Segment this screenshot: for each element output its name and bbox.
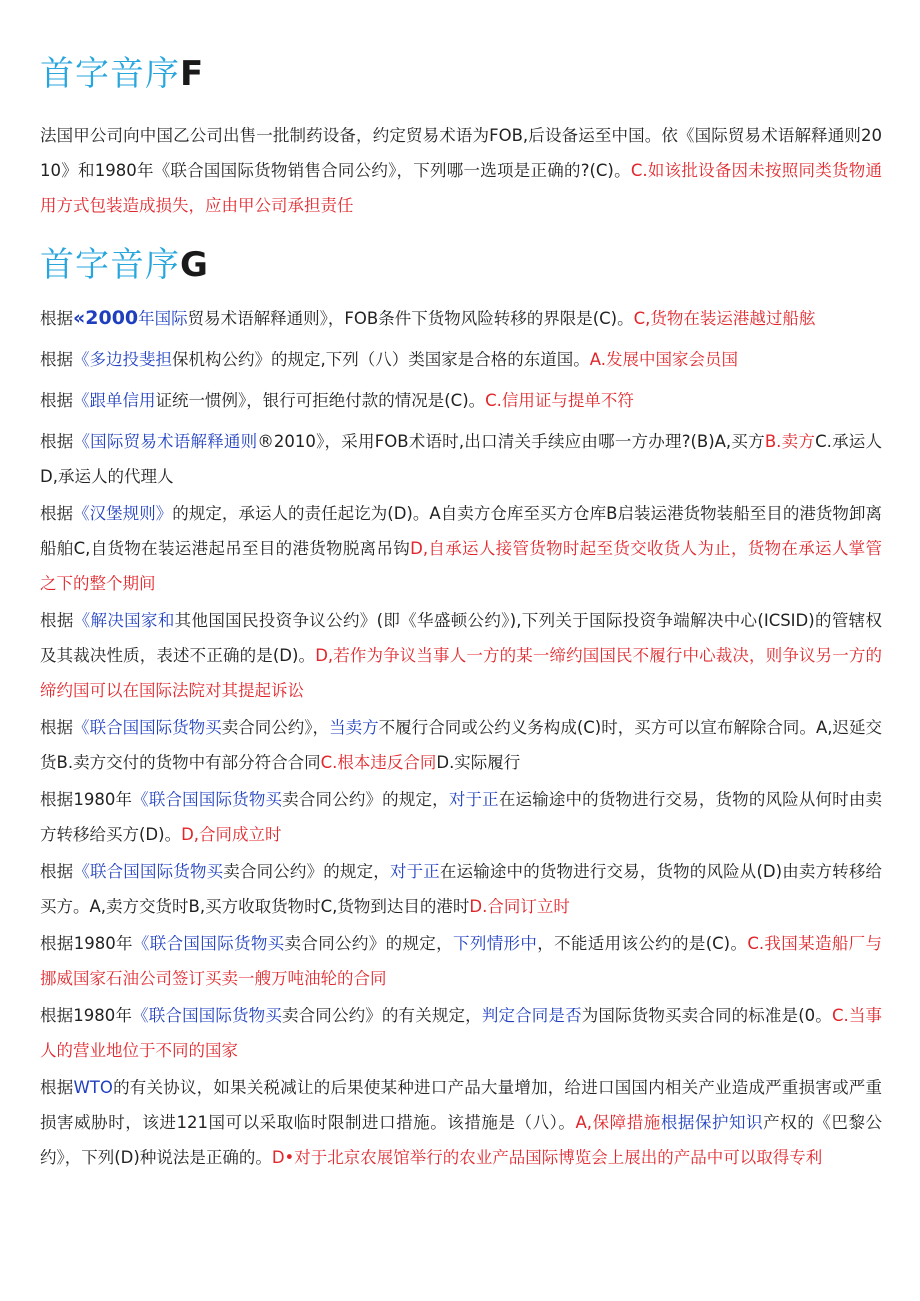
question-text: 产权的《巴黎公约》，下列(D)种说法是正确的。 [40,1113,883,1167]
highlight-text: 对于正 [389,862,440,881]
question-paragraph [40,424,882,494]
question-text: 根据 [40,718,74,737]
highlight-text: 根据保护知识 [660,1113,764,1132]
question-text: 为国际货物买卖合同的标准是(0。 [581,1006,832,1025]
highlight-text: 《联合国国际货物买 [73,718,222,737]
answer-text: D,自承运人接管货物时起至货交收货人为止，货物在承运人掌管之下的整个期间 [40,539,882,593]
highlight-text: 《联合国国际货物买 [132,1006,282,1025]
question-text: 根据 [40,862,74,881]
question-text: 根据1980年 [40,790,133,809]
question-paragraph [40,998,882,1068]
question-paragraph [40,782,882,852]
question-text: D.实际履行 [436,753,521,772]
question-text: 根据 [40,432,74,451]
heading-prefix: 首字音序 [40,54,180,94]
highlight-text: 《联合国国际货物买 [73,862,224,881]
heading-prefix: 首字音序 [40,245,180,285]
highlight-text: 《多边投斐担 [73,350,172,369]
question-text: 其他国国民投资争议公约》(即《华盛顿公约》),下列关于国际投资争端解决中心(ICSID)的管辖权及其裁决性质，表述不正确的是(D)。 [40,611,883,665]
answer-text: C.当事人的营业地位于不同的国家 [40,1006,883,1060]
answer-text: D.合同订立时 [469,897,570,916]
question-text: C.承运人D,承运人的代理人 [40,432,883,486]
question-text: 根据 [40,611,74,630]
highlight-text: 《跟单信用 [73,391,156,410]
section-heading-f [40,48,882,100]
answer-text: D•对于北京农展馆举行的农业产品国际博览会上展出的产品中可以取得专利 [271,1148,823,1167]
answer-text: B.卖方 [764,432,816,451]
highlight-text: 下列情形中 [453,934,538,953]
question-text: ，不能适用该公约的是(C)。 [537,934,748,953]
answer-text: A.发展中国家会员国 [589,350,738,369]
question-paragraph [40,1070,882,1175]
answer-text: C.信用证与提单不符 [485,391,634,410]
question-paragraph [40,496,882,601]
question-paragraph [40,926,882,996]
highlight-text: 《汉堡规则》 [73,504,173,523]
answer-text: C.我国某造船厂与挪威国家石油公司签订买卖一艘万吨油轮的合同 [40,934,883,988]
question-text: 根据 [40,504,74,523]
spacer [40,100,882,118]
highlight-text: 判定合同是否 [481,1006,582,1025]
question-text: 根据 [40,309,73,328]
highlight-text: 《联合国国际货物买 [132,934,285,953]
section-heading-g [40,239,882,291]
answer-text: D,若作为争议当事人一方的某一缔约国国民不履行中心裁决，则争议另一方的缔约国可以在国际法院对其提起诉讼 [40,646,882,700]
highlight-text: 当卖方 [329,718,379,737]
question-text: 的规定，承运人的责任起讫为(D)。A自卖方仓库至买方仓库B启装运港货物装船至目的港货物卸离船舶C,自货物在装运港起吊至目的港货物脱离吊钩 [40,504,883,558]
question-text: 根据1980年 [40,1006,133,1025]
highlight-text: 《联合国国际货物买 [132,790,283,809]
question-paragraph [40,301,882,336]
question-text: ®2010》，采用FOB术语时,出口清关手续应由哪一方办理?(B)A,买方 [257,432,765,451]
question-text: 根据 [40,350,73,369]
question-paragraph [40,383,882,418]
answer-text: A,保障措施 [575,1113,661,1132]
question-text: 根据1980年 [40,934,133,953]
question-paragraph [40,118,882,223]
question-paragraph [40,342,882,377]
question-text: 卖合同公约》的有关规定， [281,1006,482,1025]
heading-letter: F [180,54,205,94]
answer-text: D,合同成立时 [181,825,282,844]
answer-text: C,货物在装运港越过船舷 [633,309,816,328]
highlight-text: 对于正 [448,790,499,809]
question-text: 根据 [40,1078,74,1097]
question-text: 卖合同公约》的规定， [284,934,453,953]
question-text: 卖合同公约》， [221,718,330,737]
spacer [40,223,882,239]
heading-letter: G [180,245,209,285]
answer-text: C.如该批设备因未按照同类货物通用方式包装造成损失，应由甲公司承担责任 [40,161,882,215]
highlight-text: 年国际 [138,309,188,328]
question-paragraph [40,710,882,780]
question-text: 根据 [40,391,73,410]
highlight-text: 《解决国家和 [73,611,175,630]
highlight-text: WTO [73,1078,113,1097]
question-text: 卖合同公约》的规定， [282,790,449,809]
question-paragraph [40,854,882,924]
question-text: 在运输途中的货物进行交易，货物的风险从(D)由卖方转移给买方。A,卖方交货时B,买方收取货物时C,货物到达目的港时 [40,862,883,916]
highlight-text: «2000 [73,307,139,329]
spacer [40,291,882,301]
question-text: 证统一惯例》，银行可拒绝付款的情况是(C)。 [155,391,486,410]
question-text: 在运输途中的货物进行交易，货物的风险从何时由卖方转移给买方(D)。 [40,790,883,844]
question-text: 卖合同公约》的规定， [223,862,390,881]
question-text: 贸易术语解释通则》，FOB条件下货物风险转移的界限是(C)。 [187,309,634,328]
question-text: 的有关协议，如果关税减让的后果使某种进口产品大量增加，给进口国国内相关产业造成严重损害或严重损害威胁时，该进121国可以采取临时限制进口措施。该措施是（八）。 [40,1078,883,1132]
answer-text: C.根本违反合同 [320,753,437,772]
highlight-text: 《国际贸易术语解释通则 [73,432,258,451]
question-text: 保机构公约》的规定,下列（八）类国家是合格的东道国。 [172,350,590,369]
question-text: 法国甲公司向中国乙公司出售一批制药设备，约定贸易术语为FOB,后设备运至中国。依《国际贸易术语解释通则2010》和1980年《联合国国际货物销售合同公约》，下列哪一选项是正确的?(C)。 [40,126,882,180]
question-paragraph [40,603,882,708]
question-text: 不履行合同或公约义务构成(C)时，买方可以宣布解除合同。A,迟延交货B.卖方交付的货物中有部分符合合同 [40,718,883,772]
